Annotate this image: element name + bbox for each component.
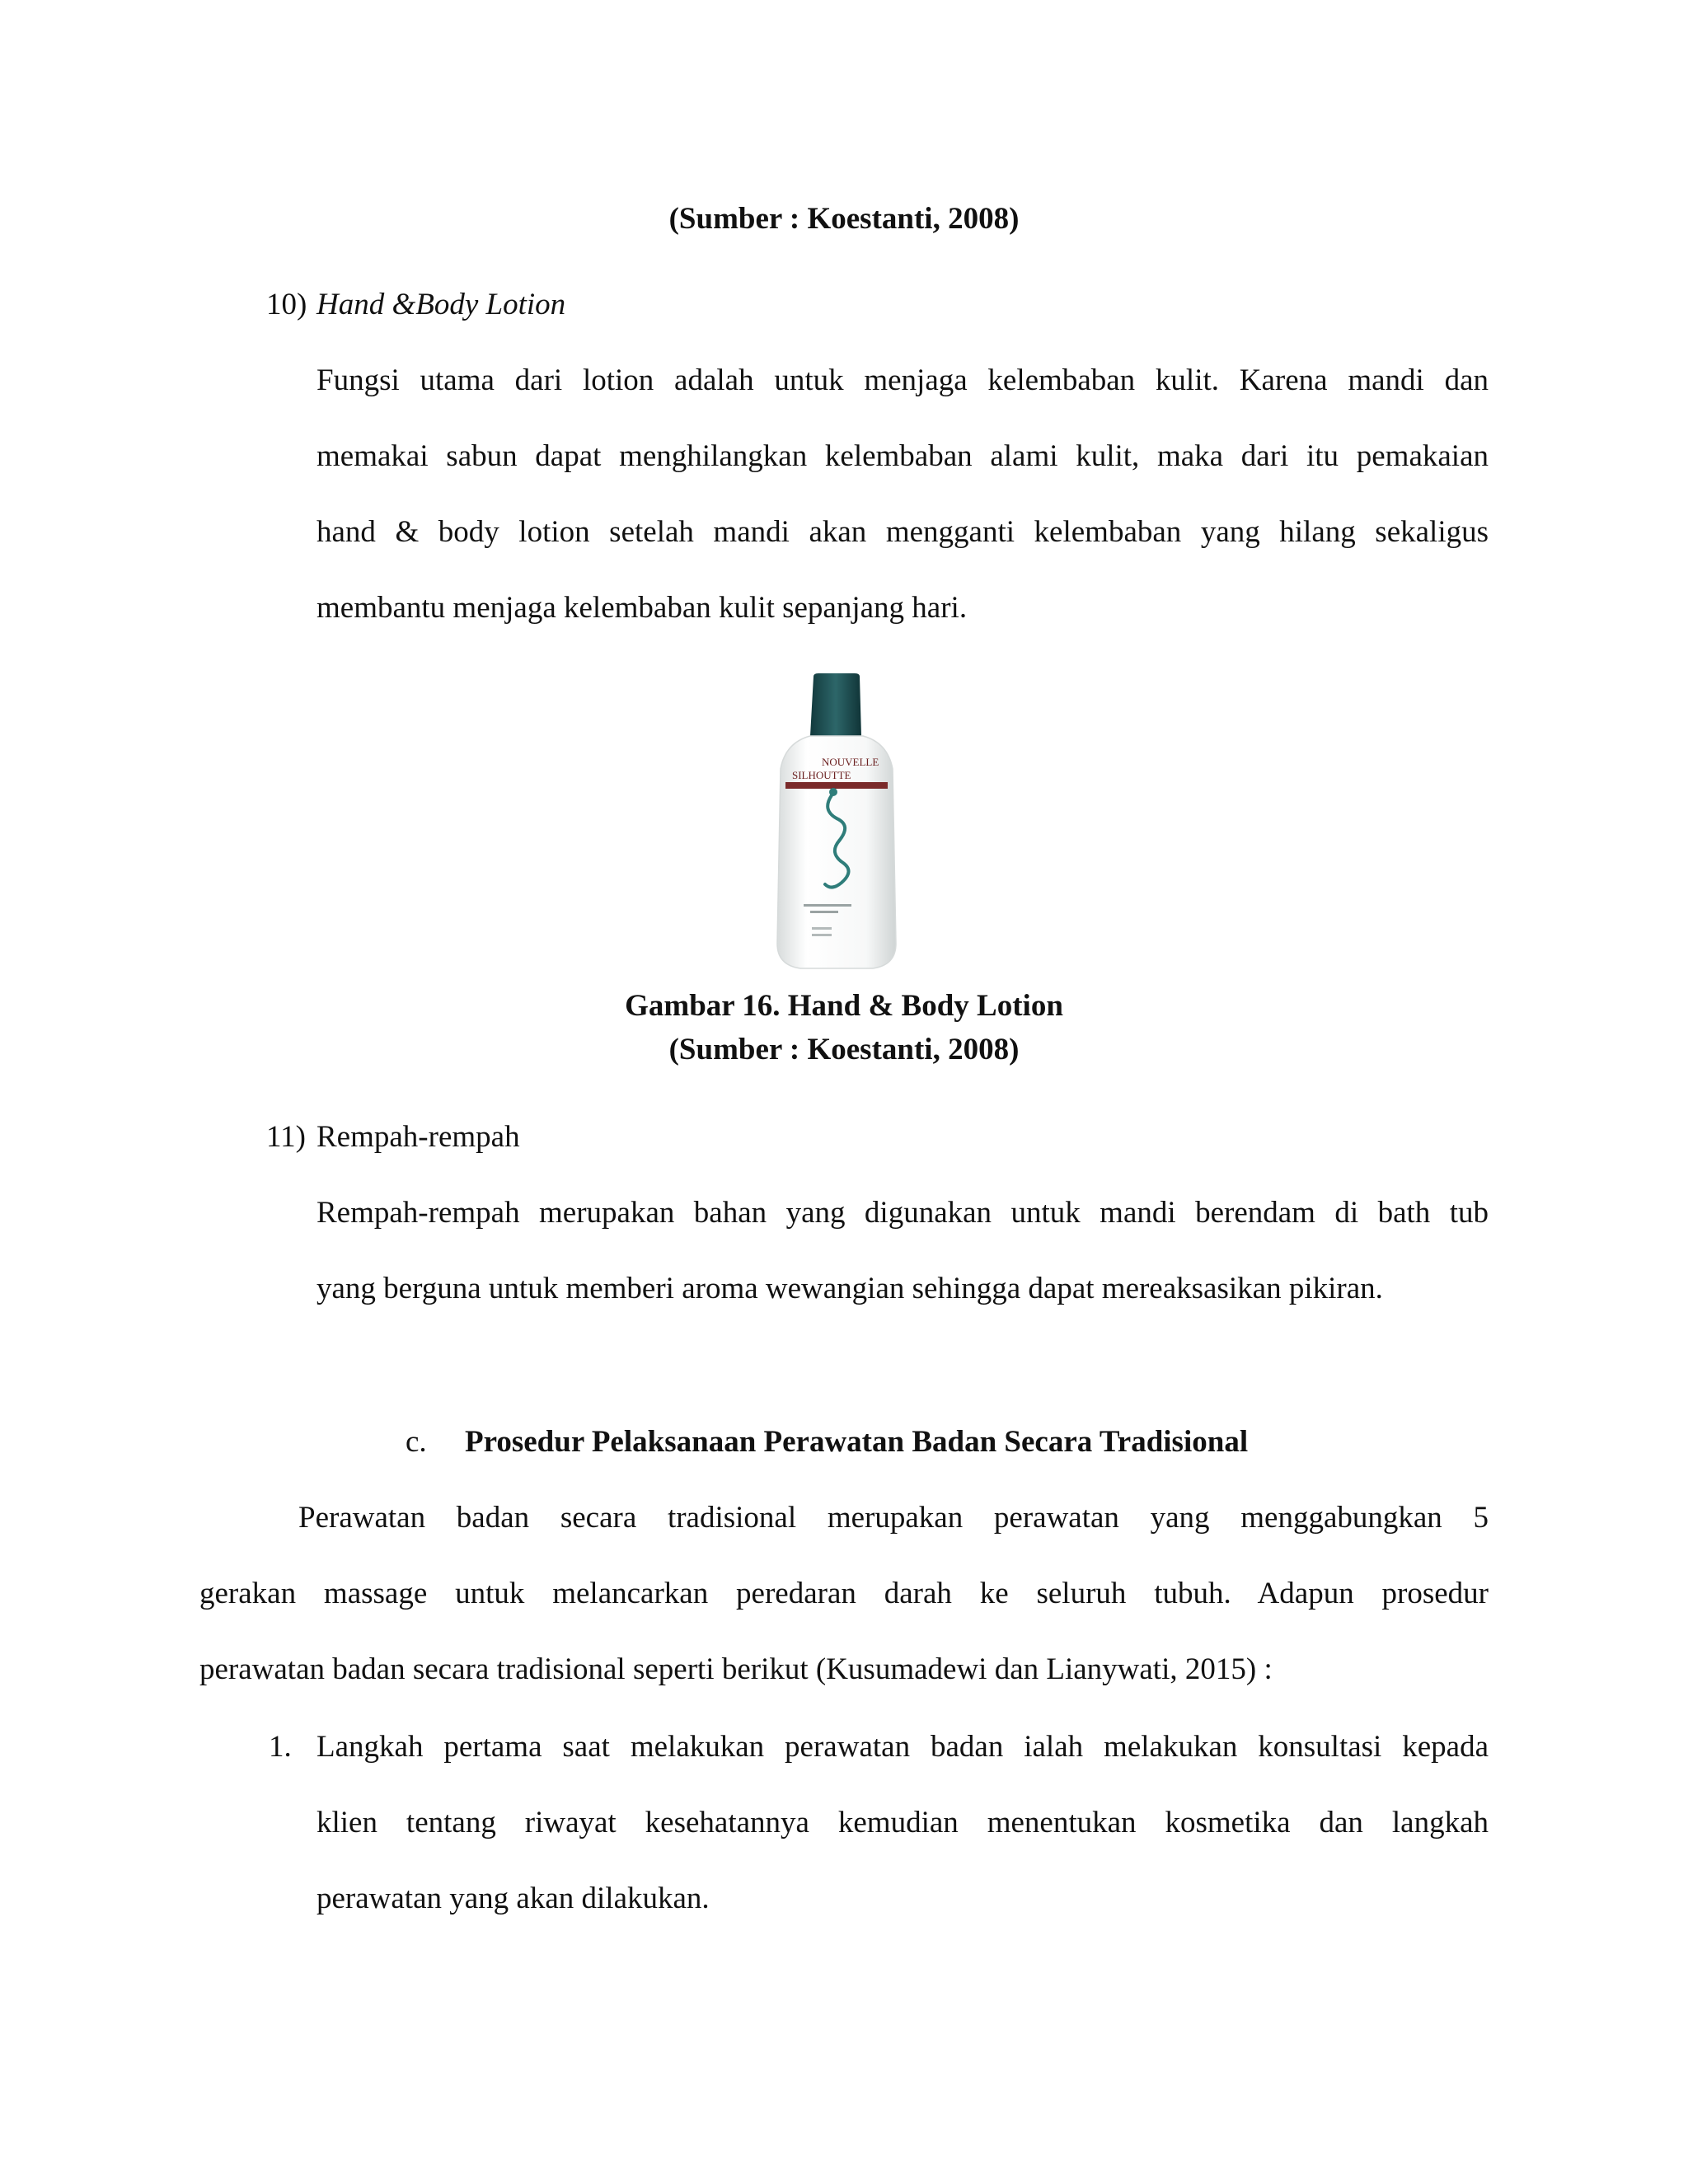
bottle-small-print-4: [812, 934, 832, 936]
section-c-letter: c.: [406, 1425, 427, 1459]
bottle-small-print-3: [812, 927, 832, 930]
lotion-bottle-image: [771, 672, 903, 970]
paragraph-line-2: gerakan massage untuk melancarkan peredaran darah ke seluruh tubuh. Adapun prosedur: [199, 1577, 1489, 1610]
figure-caption: Gambar 16. Hand & Body Lotion: [625, 989, 1063, 1023]
figure-source: (Sumber : Koestanti, 2008): [668, 1033, 1020, 1066]
bottle-label-band: [785, 782, 888, 789]
item-10-line-3: hand & body lotion setelah mandi akan mengganti kelembaban yang hilang sekaligus: [316, 515, 1489, 549]
item-10-line-4: membantu menjaga kelembaban kulit sepanjang hari.: [316, 591, 968, 625]
bottle-small-print-1: [804, 904, 851, 907]
item-11-line-1: Rempah-rempah merupakan bahan yang digunakan untuk mandi berendam di bath tub: [316, 1196, 1489, 1230]
item-11-number: 11): [266, 1120, 306, 1154]
paragraph-line-1: Perawatan badan secara tradisional merupakan perawatan yang menggabungkan 5: [298, 1501, 1489, 1535]
source-citation-top: (Sumber : Koestanti, 2008): [668, 202, 1020, 236]
item-11-line-2: yang berguna untuk memberi aroma wewangian sehingga dapat mereaksasikan pikiran.: [316, 1272, 1383, 1305]
item-10-line-2: memakai sabun dapat menghilangkan kelembaban alami kulit, maka dari itu pemakaian: [316, 439, 1489, 473]
step-1-number: 1.: [269, 1730, 292, 1764]
bottle-label-line-2: SILHOUTTE: [792, 769, 851, 781]
item-11-title: Rempah-rempah: [316, 1120, 520, 1154]
step-1-line-2: klien tentang riwayat kesehatannya kemudian menentukan kosmetika dan langkah: [316, 1806, 1489, 1840]
item-10-title: Hand &Body Lotion: [316, 288, 566, 321]
item-10-number: 10): [266, 288, 307, 321]
bottle-small-print-2: [810, 911, 838, 913]
paragraph-line-3: perawatan badan secara tradisional seperti berikut (Kusumadewi dan Lianywati, 2015) :: [199, 1652, 1273, 1686]
step-1-line-1: Langkah pertama saat melakukan perawatan badan ialah melakukan konsultasi kepada: [316, 1730, 1489, 1764]
bottle-cap: [810, 673, 861, 736]
item-10-line-1: Fungsi utama dari lotion adalah untuk menjaga kelembaban kulit. Karena mandi dan: [316, 363, 1489, 397]
bottle-label-line-1: NOUVELLE: [822, 756, 879, 768]
step-1-line-3: perawatan yang akan dilakukan.: [316, 1882, 710, 1915]
section-c-heading: Prosedur Pelaksanaan Perawatan Badan Secara Tradisional: [465, 1425, 1249, 1459]
bottle-logo-dot: [829, 788, 837, 796]
